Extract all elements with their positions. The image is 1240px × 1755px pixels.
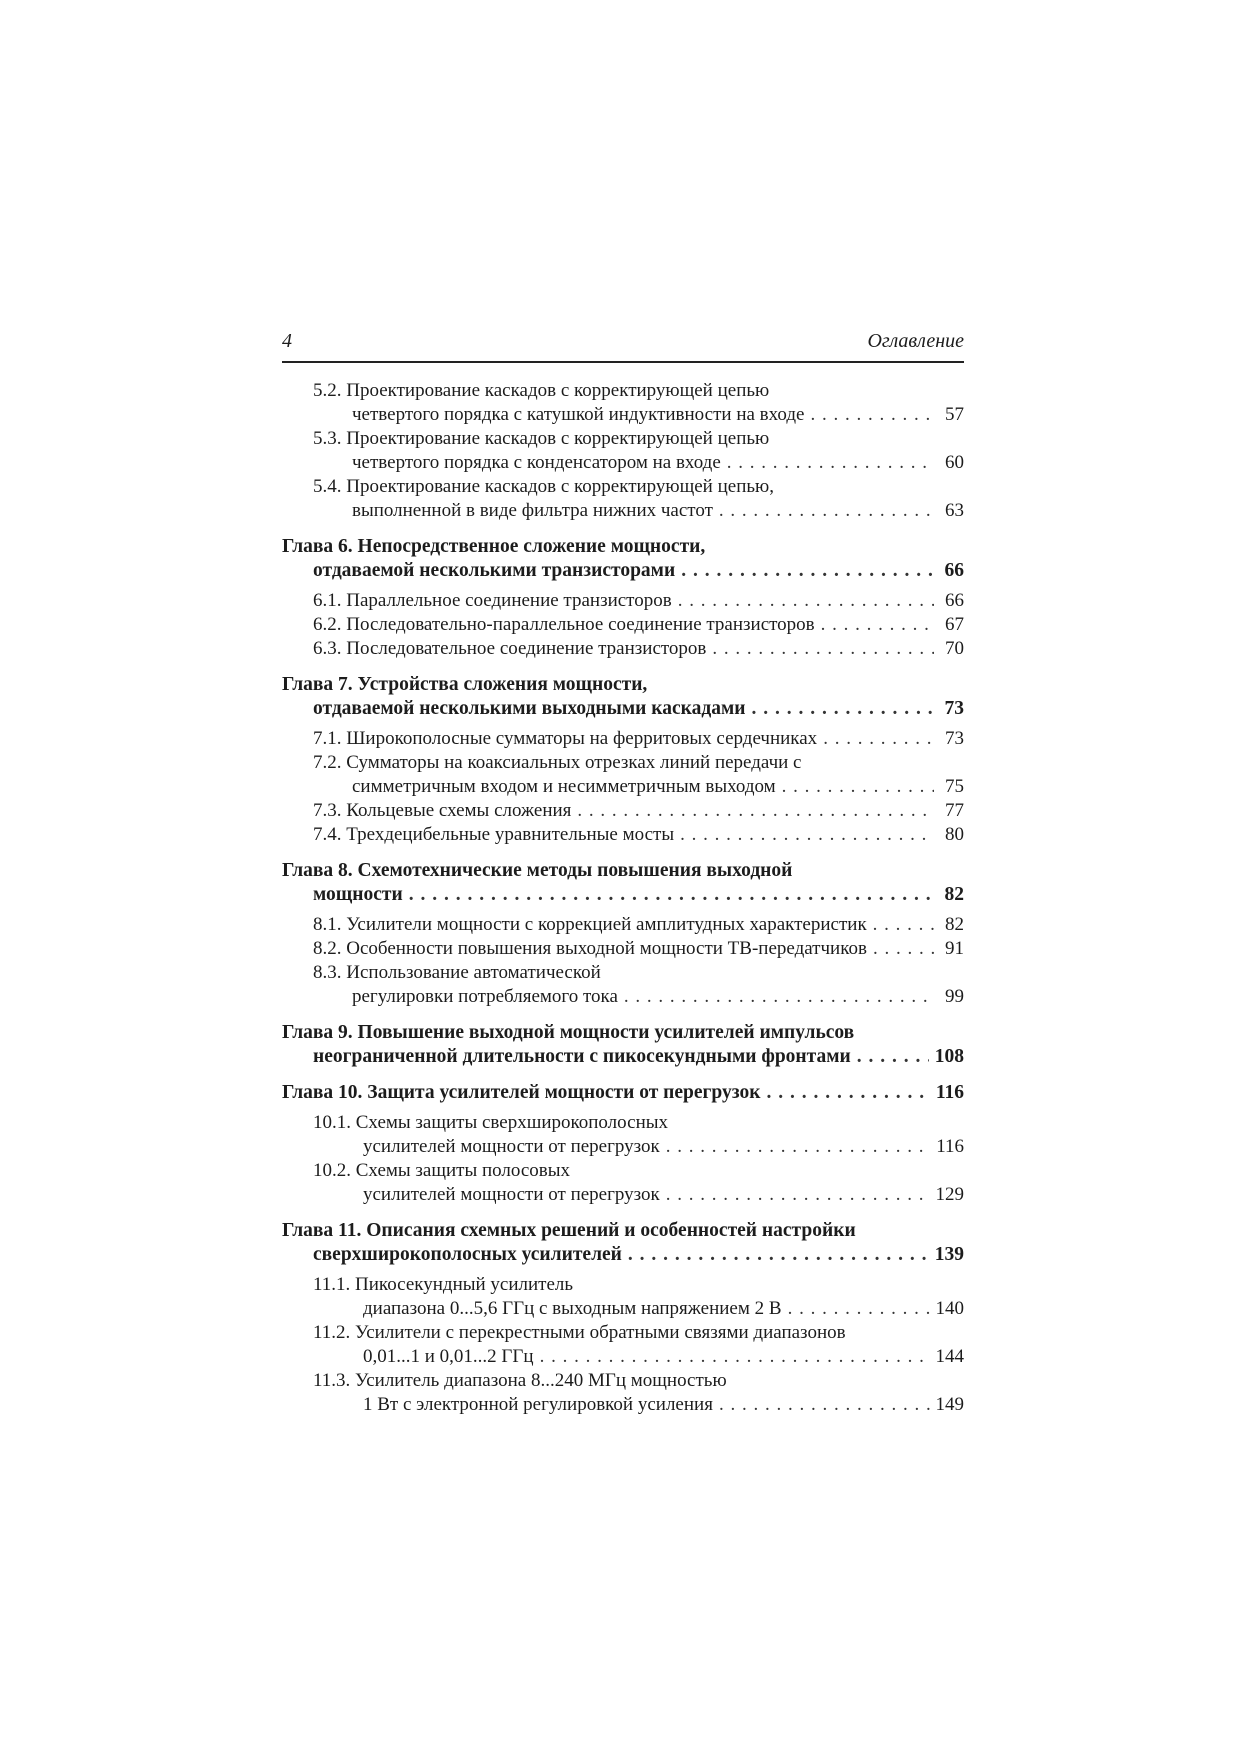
toc-entry-last-line	[313, 499, 964, 523]
toc-entry-title-line: 7.4. Трехдецибельные уравнительные мосты	[313, 824, 675, 845]
dot-leader	[788, 1297, 930, 1321]
toc-page-number: 116	[936, 1136, 964, 1157]
toc-entry-title-line: Глава 6. Непосредственное сложение мощности,	[282, 536, 706, 557]
toc-page-number: 80	[945, 824, 964, 845]
dot-leader	[678, 589, 934, 613]
toc-section-entry[interactable]	[282, 379, 964, 427]
toc-entry-last-line	[313, 451, 964, 475]
toc-entry-title-line: Глава 11. Описания схемных решений и особенностей настройки	[282, 1220, 856, 1241]
toc-section-entry[interactable]	[282, 637, 964, 661]
toc-entry-title-line: усилителей мощности от перегрузок	[363, 1184, 660, 1205]
toc-page-number: 108	[934, 1046, 964, 1067]
toc-entry-title-line: 7.1. Широкополосные сумматоры на ферритовых сердечниках	[313, 728, 818, 749]
toc-entry-title-line: усилителей мощности от перегрузок	[363, 1136, 660, 1157]
toc-section-entry[interactable]	[282, 1321, 964, 1369]
dot-leader	[540, 1345, 930, 1369]
dot-leader	[873, 937, 934, 961]
dot-leader	[712, 637, 934, 661]
dot-leader	[628, 1243, 929, 1267]
dot-leader	[873, 913, 934, 937]
toc-section-entry[interactable]	[282, 913, 964, 937]
toc-section-entry[interactable]	[282, 937, 964, 961]
toc-entry-title-line: четвертого порядка с конденсатором на входе	[352, 452, 721, 473]
toc-entry-title-line: 8.3. Использование автоматической	[313, 962, 601, 983]
toc-section-entry[interactable]	[282, 475, 964, 523]
toc-page-number: 82	[944, 884, 964, 905]
toc-entry-last-line	[313, 1183, 964, 1207]
toc-entry-title-line: 11.1. Пикосекундный усилитель	[313, 1274, 574, 1295]
toc-entry-title-line: 1 Вт с электронной регулировкой усиления	[363, 1394, 713, 1415]
toc-page-number: 82	[945, 914, 964, 935]
toc-page-number: 140	[935, 1298, 964, 1319]
toc-entry-title-line: регулировки потребляемого тока	[352, 986, 618, 1007]
toc-chapter-entry[interactable]	[282, 535, 964, 583]
toc-entry-title-line: Глава 8. Схемотехнические методы повышения выходной	[282, 860, 793, 881]
toc-page-number: 66	[944, 560, 964, 581]
toc-entry-last-line	[282, 1045, 964, 1069]
toc-entry-last-line	[313, 1297, 964, 1321]
toc-page-number: 129	[935, 1184, 964, 1205]
toc-page-number: 67	[945, 614, 964, 635]
dot-leader	[409, 883, 934, 907]
toc-section-entry[interactable]	[282, 751, 964, 799]
toc-entry-title-line: 8.2. Особенности повышения выходной мощности ТВ-передатчиков	[313, 938, 867, 959]
toc-entry-title-line: неограниченной длительности с пикосекундными фронтами	[313, 1046, 851, 1067]
toc-chapter-entry[interactable]	[282, 673, 964, 721]
toc-section-entry[interactable]	[282, 961, 964, 1009]
toc-entry-title-line: мощности	[313, 884, 403, 905]
toc-entry-last-line	[282, 1243, 964, 1267]
toc-entry-last-line	[313, 937, 964, 961]
toc-page-number: 149	[935, 1394, 964, 1415]
toc-page-number: 60	[945, 452, 964, 473]
toc-chapter-entry[interactable]	[282, 859, 964, 907]
toc-entry-title-line: отдаваемой несколькими транзисторами	[313, 560, 676, 581]
toc-entry-title-line: симметричным входом и несимметричным выходом	[352, 776, 776, 797]
toc-entry-title-line: 7.2. Сумматоры на коаксиальных отрезках линий передачи с	[313, 752, 802, 773]
toc-entry-title-line: Глава 9. Повышение выходной мощности усилителей импульсов	[282, 1022, 855, 1043]
toc-chapter-entry[interactable]	[282, 1081, 964, 1105]
running-header	[282, 329, 964, 363]
toc-entry-title-line: 5.2. Проектирование каскадов с корректирующей цепью	[313, 380, 770, 401]
toc-entry-title-line: 6.2. Последовательно-параллельное соединение транзисторов	[313, 614, 815, 635]
dot-leader	[719, 1393, 930, 1417]
toc-entry-title-line: четвертого порядка с катушкой индуктивности на входе	[352, 404, 805, 425]
toc-entry-last-line	[313, 775, 964, 799]
toc-entry-title-line: 8.1. Усилители мощности с коррекцией амплитудных характеристик	[313, 914, 867, 935]
toc-entry-last-line	[313, 913, 964, 937]
dot-leader	[719, 499, 934, 523]
toc-entry-last-line	[282, 1081, 964, 1105]
toc-entry-title-line: 0,01...1 и 0,01...2 ГГц	[363, 1346, 534, 1367]
dot-leader	[577, 799, 934, 823]
toc-section-entry[interactable]	[282, 1159, 964, 1207]
toc-section-entry[interactable]	[282, 823, 964, 847]
toc-entry-title-line: 6.1. Параллельное соединение транзисторов	[313, 590, 672, 611]
running-title: Оглавление	[867, 330, 964, 352]
toc-section-entry[interactable]	[282, 1111, 964, 1159]
toc-page-number: 73	[945, 728, 964, 749]
toc-entry-last-line	[313, 1135, 964, 1159]
toc-entry-title-line: 7.3. Кольцевые схемы сложения	[313, 800, 572, 821]
dot-leader	[751, 697, 934, 721]
toc-entry-last-line	[313, 637, 964, 661]
toc-entry-title-line: Глава 10. Защита усилителей мощности от перегрузок	[282, 1082, 761, 1103]
toc-entry-last-line	[282, 883, 964, 907]
page-number: 4	[282, 330, 292, 352]
toc-page-number: 116	[935, 1082, 964, 1103]
toc-entry-title-line: 5.4. Проектирование каскадов с корректирующей цепью,	[313, 476, 774, 497]
toc-entry-title-line: сверхширокополосных усилителей	[313, 1244, 622, 1265]
toc-section-entry[interactable]	[282, 727, 964, 751]
toc-entry-last-line	[313, 985, 964, 1009]
toc-page-number: 70	[945, 638, 964, 659]
toc-entry-last-line	[313, 1393, 964, 1417]
toc-entry-title-line: 6.3. Последовательное соединение транзисторов	[313, 638, 707, 659]
dot-leader	[680, 823, 934, 847]
dot-leader	[821, 613, 934, 637]
toc-entry-last-line	[313, 589, 964, 613]
toc-section-entry[interactable]	[282, 799, 964, 823]
toc-entry-last-line	[313, 727, 964, 751]
toc-entry-title-line: 5.3. Проектирование каскадов с корректирующей цепью	[313, 428, 770, 449]
dot-leader	[624, 985, 934, 1009]
dot-leader	[857, 1045, 929, 1069]
dot-leader	[766, 1081, 929, 1105]
toc-entry-title-line: Глава 7. Устройства сложения мощности,	[282, 674, 648, 695]
toc-section-entry[interactable]	[282, 1369, 964, 1417]
table-of-contents	[282, 379, 964, 1417]
toc-page-number: 99	[945, 986, 964, 1007]
toc-page-number: 91	[945, 938, 964, 959]
toc-page-number: 66	[945, 590, 964, 611]
dot-leader	[666, 1135, 930, 1159]
toc-page-number: 73	[944, 698, 964, 719]
toc-page-number: 144	[935, 1346, 964, 1367]
toc-page-number: 57	[945, 404, 964, 425]
dot-leader	[823, 727, 934, 751]
toc-page-number: 63	[945, 500, 964, 521]
toc-entry-last-line	[282, 559, 964, 583]
toc-entry-title-line: диапазона 0...5,6 ГГц с выходным напряжением 2 В	[363, 1298, 782, 1319]
toc-page-number: 139	[934, 1244, 964, 1265]
toc-entry-last-line	[313, 823, 964, 847]
toc-entry-last-line	[313, 613, 964, 637]
toc-chapter-entry[interactable]	[282, 1219, 964, 1267]
toc-entry-last-line	[313, 799, 964, 823]
toc-entry-last-line	[313, 403, 964, 427]
toc-entry-title-line: 11.2. Усилители с перекрестными обратными связями диапазонов	[313, 1322, 846, 1343]
toc-page-number: 75	[945, 776, 964, 797]
toc-section-entry[interactable]	[282, 1273, 964, 1321]
toc-section-entry[interactable]	[282, 589, 964, 613]
dot-leader	[681, 559, 934, 583]
toc-section-entry[interactable]	[282, 613, 964, 637]
toc-entry-title-line: 11.3. Усилитель диапазона 8...240 МГц мощностью	[313, 1370, 727, 1391]
toc-entry-title-line: 10.2. Схемы защиты полосовых	[313, 1160, 571, 1181]
toc-page-number: 77	[945, 800, 964, 821]
toc-entry-last-line	[282, 697, 964, 721]
dot-leader	[782, 775, 934, 799]
toc-entry-title-line: отдаваемой несколькими выходными каскадами	[313, 698, 746, 719]
dot-leader	[727, 451, 934, 475]
toc-entry-last-line	[313, 1345, 964, 1369]
dot-leader	[810, 403, 934, 427]
dot-leader	[666, 1183, 930, 1207]
toc-entry-title-line: 10.1. Схемы защиты сверхширокополосных	[313, 1112, 669, 1133]
toc-chapter-entry[interactable]	[282, 1021, 964, 1069]
toc-entry-title-line: выполненной в виде фильтра нижних частот	[352, 500, 713, 521]
toc-section-entry[interactable]	[282, 427, 964, 475]
